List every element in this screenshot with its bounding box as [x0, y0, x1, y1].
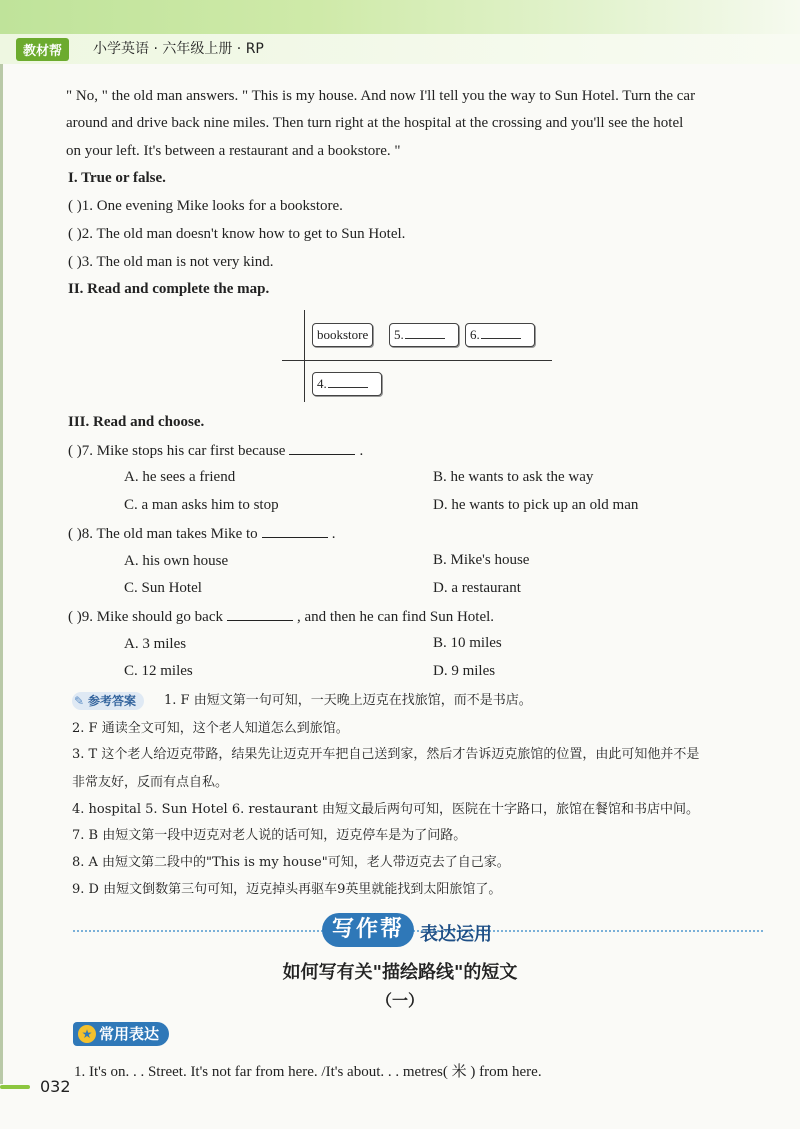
- page-number: 032: [40, 1077, 71, 1096]
- map-horizontal-road: [282, 360, 552, 361]
- option-7b[interactable]: B. he wants to ask the way: [433, 469, 594, 485]
- margin-stripe: [0, 64, 3, 1084]
- option-8c[interactable]: C. Sun Hotel: [124, 580, 202, 596]
- question-9-end: , and then he can find Sun Hotel.: [296, 609, 495, 625]
- passage-line-3: on your left. It's between a restaurant and a bookstore. ": [66, 143, 401, 159]
- option-7a[interactable]: A. he sees a friend: [124, 469, 236, 485]
- question-9: [68, 606, 494, 627]
- map-box-4-label: 4.: [317, 376, 327, 391]
- option-8d[interactable]: D. a restaurant: [433, 580, 521, 596]
- passage-line-2: around and drive back nine miles. Then turn right at the hospital at the crossing and you'll see the hotel: [66, 115, 684, 131]
- map-box-bookstore-label: bookstore: [317, 327, 369, 342]
- answer-line-4: 非常友好，反而有点自私。: [72, 775, 229, 790]
- map-box-bookstore: [312, 323, 373, 347]
- common-expressions-pill: [73, 1022, 169, 1046]
- map-box-6-blank[interactable]: [481, 326, 521, 339]
- section2-title: II. Read and complete the map.: [68, 281, 270, 297]
- question-9-stem: ( )9. Mike should go back: [68, 609, 223, 625]
- option-9c[interactable]: C. 12 miles: [124, 663, 193, 679]
- question-7: [68, 440, 363, 461]
- option-9b[interactable]: B. 10 miles: [433, 635, 502, 651]
- option-9d[interactable]: D. 9 miles: [433, 663, 496, 679]
- writing-title: 如何写有关"描绘路线"的短文: [282, 962, 518, 983]
- map-box-5[interactable]: [389, 323, 459, 347]
- answer-line-2: 2. F 通读全文可知，这个老人知道怎么到旅馆。: [72, 721, 349, 736]
- option-8b[interactable]: B. Mike's house: [433, 552, 530, 568]
- answer-line-6: 7. B 由短文第一段中迈克对老人说的话可知，迈克停车是为了问路。: [72, 828, 467, 843]
- writing-subtitle: （一）: [375, 991, 424, 1010]
- question-7-blank[interactable]: [289, 440, 355, 455]
- option-7c[interactable]: C. a man asks him to stop: [124, 497, 279, 513]
- map-box-4[interactable]: [312, 372, 382, 396]
- passage-line-1: " No, " the old man answers. " This is my house. And now I'll tell you the way to Sun Hotel. Turn the car: [66, 88, 696, 104]
- answer-line-1: 1. F 由短文第一句可知，一天晚上迈克在找旅馆，而不是书店。: [164, 693, 532, 708]
- footer-accent: [0, 1085, 30, 1089]
- question-9-blank[interactable]: [227, 606, 293, 621]
- common-expressions-label: 常用表达: [99, 1025, 160, 1043]
- answer-line-3: 3. T 这个老人给迈克带路，结果先让迈克开车把自己送到家，然后才告诉迈克旅馆的位置，由此可知他并不是: [72, 747, 700, 762]
- map-box-6-label: 6.: [470, 327, 480, 342]
- question-8-blank[interactable]: [262, 523, 328, 538]
- map-vertical-road: [304, 310, 305, 402]
- tf-question-1: ( )1. One evening Mike looks for a bookstore.: [68, 198, 343, 214]
- question-8: [68, 523, 335, 544]
- writing-banner: [322, 913, 530, 947]
- question-8-stem: ( )8. The old man takes Mike to: [68, 526, 258, 542]
- section3-title: III. Read and choose.: [68, 414, 205, 430]
- brand-badge: 教材帮: [16, 38, 69, 61]
- section1-title: I. True or false.: [68, 170, 166, 186]
- map-box-5-label: 5.: [394, 327, 404, 342]
- expression-line-1: 1. It's on. . . Street. It's not far from here. /It's about. . . metres( 米 ) from here.: [74, 1064, 542, 1080]
- option-7d[interactable]: D. he wants to pick up an old man: [433, 497, 639, 513]
- question-7-stem: ( )7. Mike stops his car first because: [68, 443, 286, 459]
- map-box-5-blank[interactable]: [405, 326, 445, 339]
- answer-key-tag: ✎ 参考答案: [72, 692, 144, 710]
- star-icon: ★: [78, 1025, 96, 1043]
- map-box-4-blank[interactable]: [328, 375, 368, 388]
- tf-question-3: ( )3. The old man is not very kind.: [68, 254, 274, 270]
- book-title: 小学英语 · 六年级上册 · RP: [93, 41, 264, 57]
- header-band: [0, 0, 800, 34]
- question-8-end: .: [331, 526, 336, 542]
- writing-banner-pill: 写作帮: [322, 913, 414, 947]
- writing-banner-sub: 表达运用: [420, 924, 492, 945]
- option-8a[interactable]: A. his own house: [124, 553, 229, 569]
- map-box-6[interactable]: [465, 323, 535, 347]
- answer-line-7: 8. A 由短文第二段中的"This is my house"可知，老人带迈克去了自己家。: [72, 855, 510, 870]
- option-9a[interactable]: A. 3 miles: [124, 636, 187, 652]
- answer-line-5: 4. hospital 5. Sun Hotel 6. restaurant 由短文最后两句可知，医院在十字路口，旅馆在餐馆和书店中间。: [72, 802, 699, 817]
- page-header: [0, 0, 800, 64]
- tf-question-2: ( )2. The old man doesn't know how to get to Sun Hotel.: [68, 226, 406, 242]
- question-7-end: .: [359, 443, 364, 459]
- answer-line-8: 9. D 由短文倒数第三句可知，迈克掉头再驱车9英里就能找到太阳旅馆了。: [72, 882, 502, 897]
